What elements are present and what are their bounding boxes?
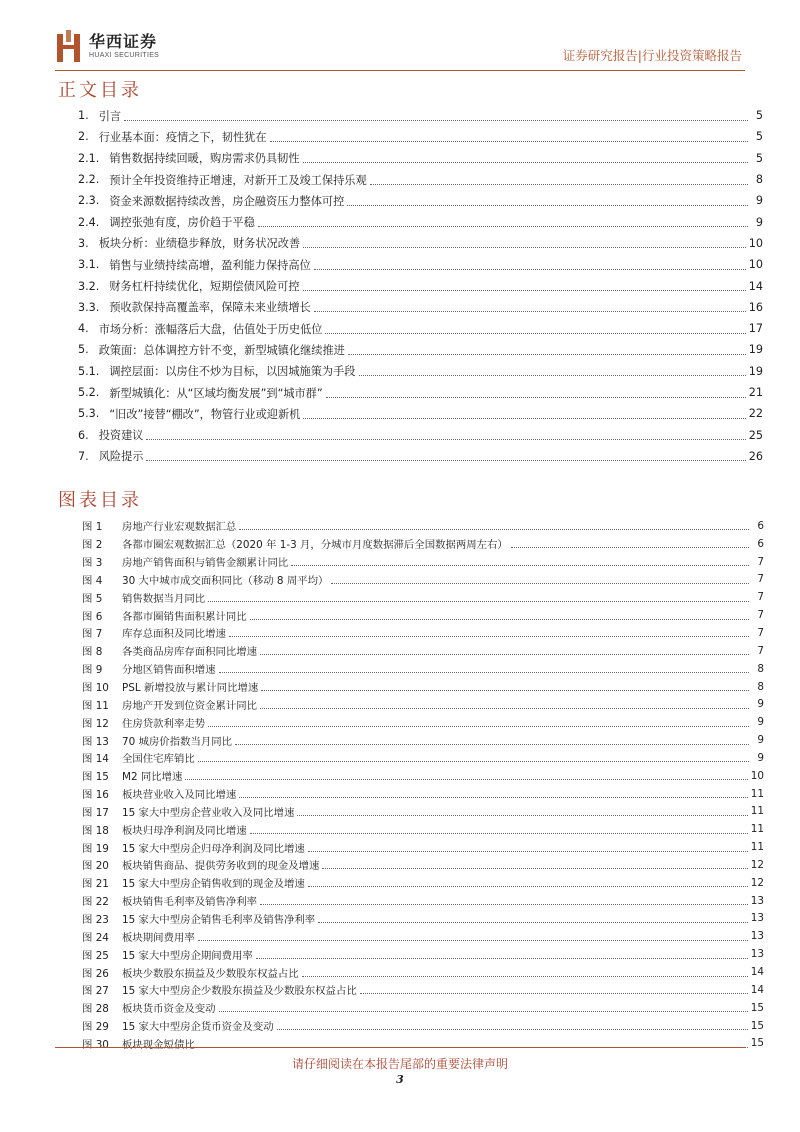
toc-entry[interactable] [78,382,763,403]
figure-entry[interactable] [82,660,764,678]
figure-dot-leader [229,628,749,637]
figure-entry-page: 7 [757,591,764,604]
figure-entry-title: 房地产销售面积与销售金额累计同比 [122,557,289,570]
toc-entry-title: 财务杠杆持续优化，短期偿债风险可控 [109,280,300,294]
figure-dot-leader [219,664,749,673]
figure-entry[interactable] [82,553,764,571]
logo-chinese-name: 华西证券 [89,32,158,51]
figure-entry-number: 图 22 [82,896,109,909]
toc-entry[interactable] [78,339,763,360]
logo-english-name: HUAXI SECURITIES [89,52,160,59]
figure-entry-number: 图 26 [82,967,109,980]
figure-entry-title: 15 家大中型房企销售收到的现金及增速 [122,878,305,891]
figure-entry[interactable] [82,803,764,821]
toc-entry-page: 14 [748,279,763,293]
toc-dot-leader [314,260,746,270]
toc-dot-leader [348,345,746,355]
figure-entry[interactable] [82,910,764,928]
figure-entry[interactable] [82,1017,764,1035]
figure-entry[interactable] [82,678,764,696]
figure-entry-number: 图 14 [82,753,109,766]
toc-entry[interactable] [78,275,763,296]
figure-entry-title: 板块归母净利润及同比增速 [122,824,247,837]
figure-entry[interactable] [82,999,764,1017]
figure-entry-number: 图 13 [82,735,109,748]
figure-entry[interactable] [82,963,764,981]
figure-entry-title: 各类商品房库存面积同比增速 [122,646,258,659]
toc-entry[interactable] [78,211,763,232]
footer-divider [55,1047,745,1048]
figure-entry-page: 13 [750,894,764,907]
figure-entry-number: 图 12 [82,717,109,730]
toc-entry-page: 5 [755,151,763,165]
figure-entry-title: 15 家大中型房企期间费用率 [122,949,253,962]
toc-entry[interactable] [78,318,763,339]
toc-entry[interactable] [78,233,763,254]
toc-entry[interactable] [78,105,763,126]
toc-entry-title: 预收款保持高覆盖率，保障未来业绩增长 [109,301,311,315]
toc-entry-number: 2.1. [78,151,100,165]
figure-dot-leader [198,932,748,941]
toc-entry-number: 6. [78,428,89,442]
toc-entry-number: 5. [78,343,89,357]
toc-entry-page: 8 [755,173,763,187]
figure-dot-leader [261,682,749,691]
figure-entry[interactable] [82,945,764,963]
figure-entry-number: 图 30 [82,1038,109,1051]
figure-entry[interactable] [82,713,764,731]
figure-entry-title: 销售数据当月同比 [122,592,206,605]
toc-entry[interactable] [78,148,763,169]
figure-dot-leader [260,700,749,709]
figure-entry-title: 板块销售商品、提供劳务收到的现金及增速 [122,860,320,873]
toc-entry-page: 9 [755,215,763,229]
toc-dot-leader [270,132,748,142]
figure-entry-page: 9 [757,734,764,747]
toc-list [78,105,763,467]
figure-entry[interactable] [82,785,764,803]
figure-entry-number: 图 17 [82,806,109,819]
figure-entry[interactable] [82,820,764,838]
toc-entry-title: 调控层面：以房住不炒为目标，以因城施策为手段 [109,365,356,379]
figure-entry-number: 图 15 [82,771,109,784]
figure-entry-title: 15 家大中型房企营业收入及同比增速 [122,806,295,819]
figure-dot-leader [208,593,749,602]
figure-entry-title: 板块货币资金及变动 [122,1003,216,1016]
figure-entry-title: M2 同比增速 [122,771,183,784]
figure-entry[interactable] [82,535,764,553]
toc-entry-number: 2.4. [78,215,100,229]
figure-entry-number: 图 5 [82,592,103,605]
figure-entry-page: 15 [750,1019,764,1032]
figure-dot-leader [291,557,749,566]
figure-entry-page: 12 [750,858,764,871]
figure-entry-number: 图 19 [82,842,109,855]
toc-dot-leader [303,281,746,291]
figure-entry-title: 分地区销售面积增速 [122,664,216,677]
toc-dot-leader [124,111,748,121]
figure-entry-number: 图 1 [82,521,103,534]
figure-entry[interactable] [82,642,764,660]
figure-dot-leader [208,718,749,727]
toc-entry-number: 3.3. [78,300,100,314]
figure-dot-leader [331,575,749,584]
toc-entry-number: 2. [78,130,89,144]
legal-notice: 请仔细阅读在本报告尾部的重要法律声明 [291,1057,508,1071]
figure-entry-title: 15 家大中型房企归母净利润及同比增速 [122,842,305,855]
toc-dot-leader [314,302,746,312]
figure-entry-page: 8 [757,662,764,675]
figure-entry-page: 15 [750,1037,764,1050]
toc-entry-title: 政策面：总体调控方针不变，新型城镇化继续推进 [98,343,345,357]
figure-entry-title: 库存总面积及同比增速 [122,628,226,641]
figure-entry-title: 房地产开发到位资金累计同比 [122,699,258,712]
toc-entry-title: 市场分析：涨幅落后大盘，估值处于历史低位 [98,322,323,336]
figure-entry-page: 13 [750,948,764,961]
figure-dot-leader [297,807,747,816]
toc-entry-title: 风险提示 [98,450,144,464]
figure-entry-title: 15 家大中型房企少数股东损益及少数股东权益占比 [122,985,357,998]
toc-entry-number: 2.3. [78,194,100,208]
figure-entry-page: 9 [757,698,764,711]
toc-entry-number: 5.2. [78,386,100,399]
toc-entry[interactable] [78,190,763,211]
figure-entry[interactable] [82,874,764,892]
toc-dot-leader [303,153,748,163]
figure-dot-leader [219,1003,748,1012]
toc-entry[interactable] [78,126,763,147]
figure-dot-leader [235,736,749,745]
toc-entry[interactable] [78,169,763,190]
figure-entry-title: 70 城房价指数当月同比 [122,735,233,748]
figure-dot-leader [185,771,747,780]
figure-entry[interactable] [82,731,764,749]
figure-entry-title: PSL 新增投放与累计同比增速 [122,682,259,695]
toc-entry-number: 3.2. [78,279,100,293]
figure-entry-title: 板块销售毛利率及销售净利率 [122,896,258,909]
figure-entry-page: 6 [757,519,764,532]
toc-title: 正文目录 [58,80,142,101]
figure-entry-page: 12 [750,876,764,889]
figure-entry-title: 住房贷款利率走势 [122,717,206,730]
toc-dot-leader [146,430,745,440]
figure-entry-title: 15 家大中型房企销售毛利率及销售净利率 [122,913,316,926]
figure-entry-page: 11 [750,805,764,818]
figure-entry[interactable] [82,606,764,624]
figure-entry-title: 30 大中城市成交面积同比（移动 8 周平均） [122,574,329,587]
toc-entry-page: 19 [748,364,763,378]
figure-entry-page: 7 [757,644,764,657]
toc-entry[interactable] [78,424,763,445]
figure-dot-leader [250,611,749,620]
toc-entry[interactable] [78,361,763,382]
toc-entry-title: 调控张弛有度，房价趋于平稳 [109,216,255,230]
figures-list [82,517,764,1052]
figure-dot-leader [308,878,748,887]
toc-entry-title: 预计全年投资维持正增速，对新开工及竣工保持乐观 [109,173,367,187]
toc-dot-leader [347,196,748,206]
toc-dot-leader [303,238,746,248]
toc-dot-leader [303,409,745,419]
toc-entry-title: “旧改”接替“棚改”，物管行业或迎新机 [109,407,301,421]
figure-dot-leader [277,1021,748,1030]
toc-entry-title: 行业基本面：疫情之下，韧性犹在 [98,130,267,144]
figure-entry-title: 板块营业收入及同比增速 [122,789,237,802]
toc-dot-leader [370,175,748,185]
toc-entry-page: 10 [748,236,763,250]
toc-entry-page: 9 [755,194,763,208]
toc-entry-title: 投资建议 [98,429,144,443]
figure-entry[interactable] [82,624,764,642]
toc-entry[interactable] [78,446,763,467]
toc-entry-title: 销售数据持续回暖，购房需求仍具韧性 [109,152,300,166]
toc-dot-leader [359,366,746,376]
figure-entry-number: 图 9 [82,664,103,677]
toc-dot-leader [325,324,745,334]
figure-dot-leader [302,968,748,977]
figure-dot-leader [318,914,748,923]
figure-dot-leader [260,896,748,905]
figure-entry-page: 10 [750,769,764,782]
figure-entry[interactable] [82,856,764,874]
figure-dot-leader [198,753,749,762]
figure-dot-leader [250,825,748,834]
figure-dot-leader [256,950,748,959]
toc-entry-page: 21 [748,386,763,399]
toc-entry-title: 新型城镇化：从“区域均衡发展”到“城市群” [109,386,323,400]
toc-entry-title: 引言 [98,109,122,123]
figure-entry-number: 图 8 [82,646,103,659]
figure-dot-leader [511,539,749,548]
figure-entry-page: 9 [757,751,764,764]
figure-entry-page: 6 [757,537,764,550]
figure-entry-title: 板块期间费用率 [122,931,195,944]
figure-entry-page: 7 [757,626,764,639]
report-type-label: 证券研究报告|行业投资策略报告 [562,48,742,63]
toc-entry-page: 5 [755,109,763,123]
figure-entry-title: 板块现金短债比 [122,1038,195,1051]
figure-entry-page: 8 [757,680,764,693]
toc-dot-leader [326,388,746,398]
toc-entry-page: 16 [748,300,763,314]
header-divider [55,70,745,71]
figure-entry[interactable] [82,695,764,713]
toc-entry[interactable] [78,297,763,318]
figure-entry-number: 图 18 [82,824,109,837]
toc-entry-page: 26 [748,449,763,463]
figure-entry-page: 9 [757,716,764,729]
toc-entry-page: 10 [748,258,763,272]
toc-entry[interactable] [78,403,763,424]
figure-dot-leader [239,521,749,530]
figure-entry-number: 图 2 [82,539,103,552]
company-logo [55,30,159,64]
figure-dot-leader [322,860,747,869]
toc-entry-page: 22 [748,407,763,421]
toc-entry-title: 资金来源数据持续改善，房企融资压力整体可控 [109,194,345,208]
figure-entry-title: 板块少数股东损益及少数股东权益占比 [122,967,299,980]
huaxi-logo-icon [55,30,83,64]
figure-entry-number: 图 7 [82,628,103,641]
figure-entry-number: 图 3 [82,557,103,570]
figure-entry[interactable] [82,838,764,856]
figure-dot-leader [260,646,749,655]
toc-entry[interactable] [78,254,763,275]
figure-entry-number: 图 20 [82,860,109,873]
figure-entry-number: 图 16 [82,789,109,802]
figure-entry-number: 图 24 [82,931,109,944]
figure-entry-title: 各都市圈宏观数据汇总（2020 年 1-3 月，分城市月度数据滞后全国数据两周左右） [122,539,508,552]
figure-entry-page: 14 [750,966,764,979]
figure-entry-page: 7 [757,609,764,622]
toc-entry-number: 5.3. [78,407,100,421]
figure-entry-page: 13 [750,912,764,925]
figure-entry[interactable] [82,767,764,785]
figure-entry-number: 图 29 [82,1021,109,1034]
figure-entry-title: 房地产行业宏观数据汇总 [122,521,237,534]
figure-entry[interactable] [82,517,764,535]
toc-entry-title: 销售与业绩持续高增，盈利能力保持高位 [109,258,311,272]
figure-dot-leader [360,985,748,994]
figure-entry[interactable] [82,892,764,910]
toc-dot-leader [258,217,748,227]
figure-entry-page: 14 [750,983,764,996]
figure-entry[interactable] [82,1034,764,1052]
figure-entry-number: 图 21 [82,878,109,891]
toc-entry-page: 5 [755,130,763,144]
figure-entry-page: 11 [750,841,764,854]
figure-entry-title: 15 家大中型房企货币资金及变动 [122,1021,274,1034]
toc-dot-leader [146,451,745,461]
figure-entry-page: 13 [750,930,764,943]
toc-entry-number: 4. [78,322,89,336]
figure-entry-number: 图 11 [82,699,109,712]
figure-entry[interactable] [82,981,764,999]
figure-entry-number: 图 27 [82,985,109,998]
toc-entry-title: 板块分析：业绩稳步释放，财务状况改善 [98,237,301,251]
figure-entry-title: 全国住宅库销比 [122,753,195,766]
figure-entry[interactable] [82,588,764,606]
page-number: 3 [396,1073,404,1086]
figure-entry-number: 图 4 [82,574,103,587]
figure-entry-page: 11 [750,787,764,800]
figure-dot-leader [239,789,747,798]
toc-entry-number: 3.1. [78,258,100,272]
toc-entry-number: 2.2. [78,173,100,187]
figure-entry-number: 图 23 [82,913,109,926]
figure-entry[interactable] [82,927,764,945]
toc-entry-page: 19 [748,343,763,357]
toc-entry-page: 17 [748,322,763,336]
toc-entry-number: 3. [78,236,89,250]
figure-entry-page: 11 [750,823,764,836]
toc-entry-number: 1. [78,109,89,123]
figures-title: 图表目录 [58,490,142,511]
figure-entry-number: 图 10 [82,682,109,695]
figure-entry-page: 7 [757,573,764,586]
figure-entry-page: 15 [750,1001,764,1014]
figure-dot-leader [308,843,748,852]
figure-entry[interactable] [82,749,764,767]
figure-entry-number: 图 25 [82,949,109,962]
toc-entry-page: 25 [748,428,763,442]
figure-entry-number: 图 6 [82,610,103,623]
figure-entry[interactable] [82,571,764,589]
figure-entry-number: 图 28 [82,1003,109,1016]
figure-entry-page: 7 [757,555,764,568]
toc-entry-number: 5.1. [78,364,100,378]
toc-entry-number: 7. [78,449,89,463]
figure-entry-title: 各都市圈销售面积累计同比 [122,610,247,623]
page-header [0,0,800,75]
